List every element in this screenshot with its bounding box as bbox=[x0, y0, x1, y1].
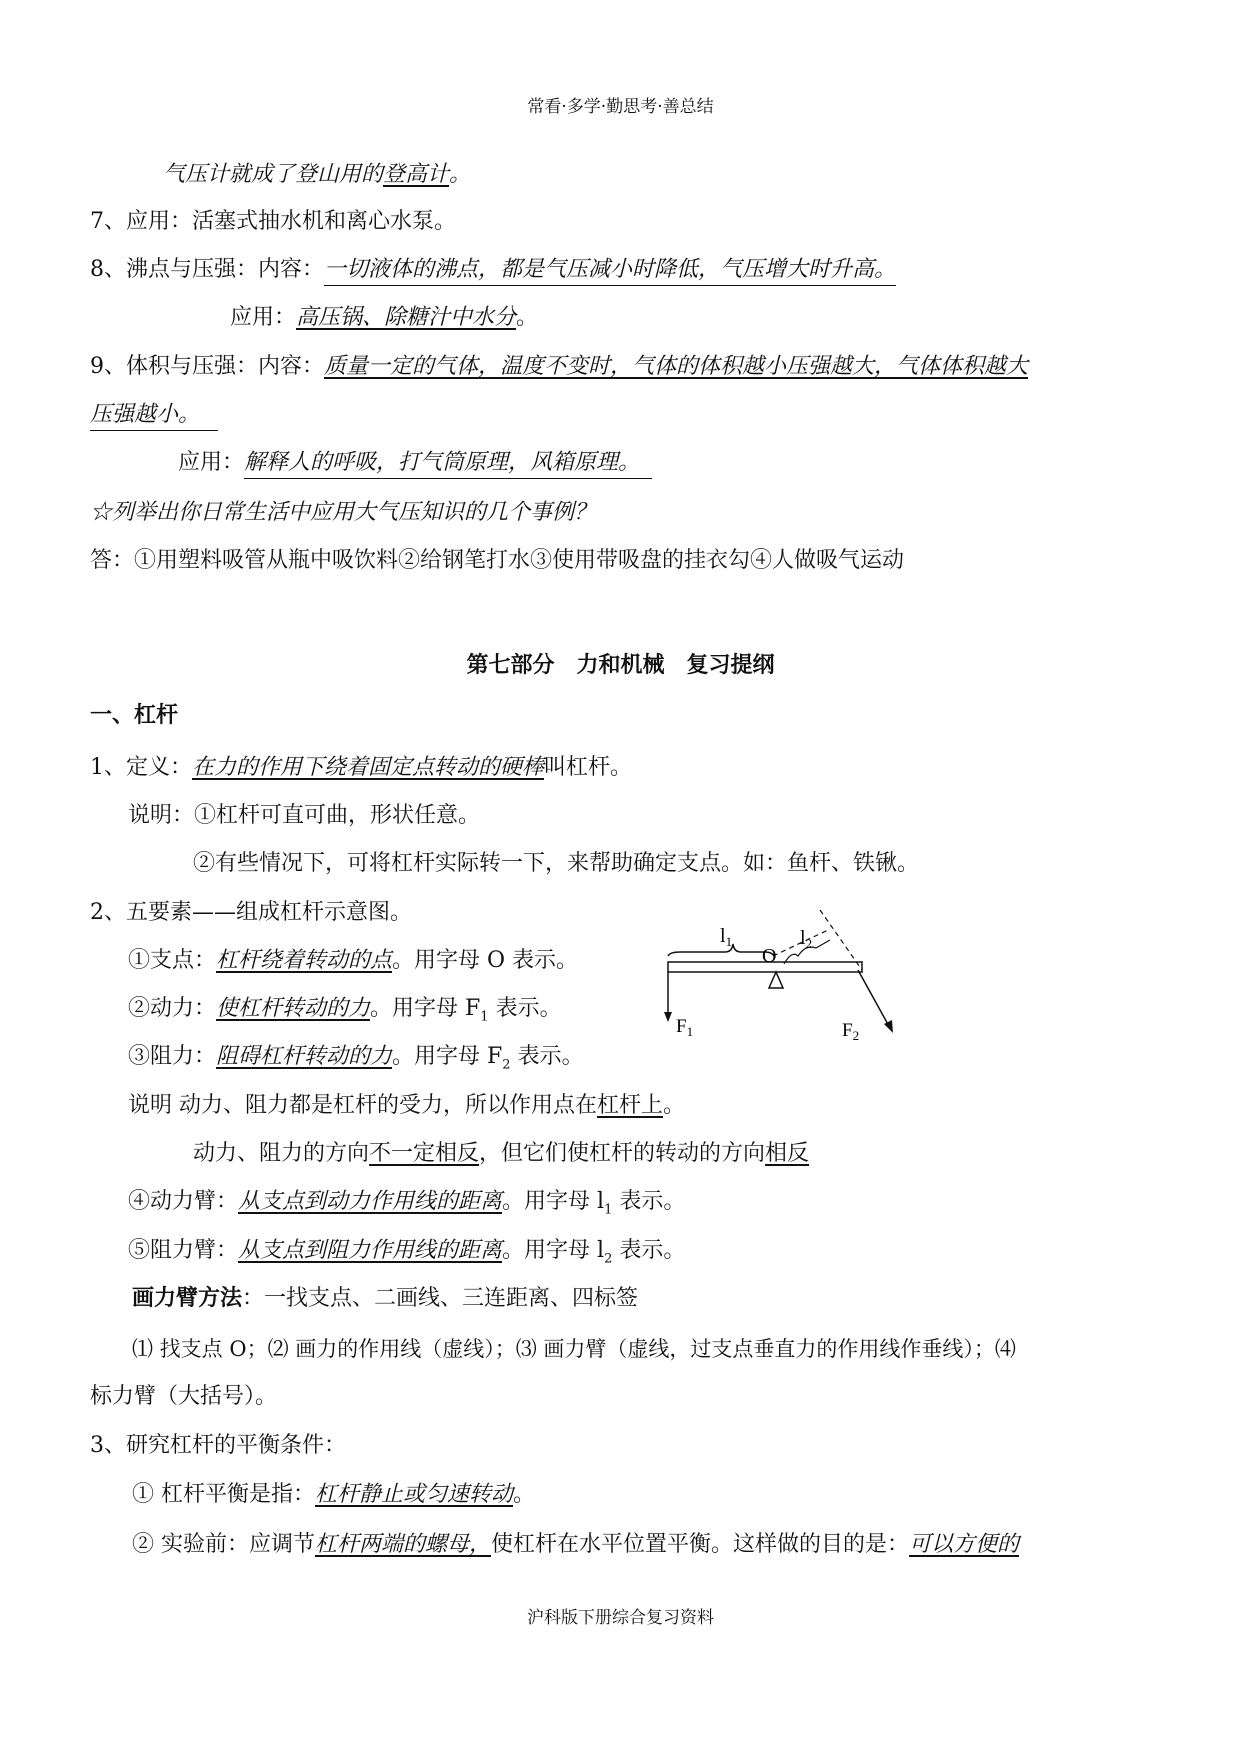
underlined-text: 解释人的呼吸，打气筒原理，风箱原理。 bbox=[244, 448, 652, 479]
arrowhead-f2 bbox=[884, 1020, 893, 1033]
text: 表示。 bbox=[488, 996, 562, 1021]
text-line bbox=[163, 160, 471, 190]
text: 。用字母 O 表示。 bbox=[392, 948, 579, 973]
label-f1: $F_1$ bbox=[676, 1016, 694, 1039]
text-line bbox=[132, 1530, 1019, 1560]
text: ⑤阻力臂： bbox=[128, 1238, 239, 1263]
text: ：一找支点、二画线、三连距离、四标签 bbox=[242, 1286, 639, 1311]
text: 气压计就成了登山用的 bbox=[163, 162, 384, 187]
text: 。 bbox=[449, 162, 472, 187]
underlined-text: 登高计 bbox=[383, 162, 450, 187]
text-line: 7、应用：活塞式抽水机和离心水泵。 bbox=[90, 209, 456, 234]
text-line bbox=[90, 753, 632, 783]
text: 应用： bbox=[178, 450, 245, 475]
page-header: 常看·多学·勤思考·善总结 bbox=[527, 97, 714, 117]
text-line bbox=[128, 1042, 584, 1080]
underlined-text: 可以方便的 bbox=[909, 1532, 1020, 1557]
text-line bbox=[230, 303, 538, 333]
underlined-text: 相反 bbox=[765, 1141, 810, 1166]
text-line: 答：①用塑料吸管从瓶中吸饮料②给钢笔打水③使用带吸盘的挂衣勾④人做吸气运动 bbox=[90, 548, 905, 573]
bold-text: 画力臂方法 bbox=[132, 1286, 243, 1311]
text-line bbox=[90, 400, 218, 431]
text-line: ②有些情况下，可将杠杆实际转一下，来帮助确定支点。如：鱼杆、铁锹。 bbox=[193, 851, 920, 876]
force-line-extension bbox=[820, 910, 862, 970]
part-title: 第七部分 力和机械 复习提纲 bbox=[466, 653, 775, 678]
label-l1: $l_1$ bbox=[720, 925, 733, 949]
underlined-text: 使杠杆转动的力 bbox=[216, 996, 371, 1021]
text: 使杠杆在水平位置平衡。这样做的目的是： bbox=[491, 1532, 910, 1557]
label-o: O bbox=[762, 945, 777, 967]
text-line bbox=[128, 1236, 685, 1274]
underlined-text: 杠杆上 bbox=[597, 1093, 664, 1118]
subscript: 2 bbox=[502, 1057, 511, 1073]
text: 1、定义： bbox=[90, 755, 192, 780]
subscript: 1 bbox=[480, 1009, 489, 1025]
underlined-text: 高压锅、除糖汁中水分 bbox=[296, 305, 517, 330]
text: ①支点： bbox=[128, 948, 217, 973]
lever-diagram bbox=[640, 900, 900, 1040]
underlined-text: 从支点到动力作用线的距离 bbox=[238, 1189, 503, 1214]
label-l2: $l_2$ bbox=[800, 927, 813, 951]
underlined-text: 在力的作用下绕着固定点转动的硬棒 bbox=[192, 755, 545, 780]
text: 叫杠杆。 bbox=[544, 755, 633, 780]
underlined-text: 不一定相反 bbox=[369, 1141, 480, 1166]
text: 。用字母 F bbox=[392, 1044, 503, 1069]
text-line bbox=[90, 352, 1028, 382]
text: 9、体积与压强：内容： bbox=[90, 354, 324, 379]
text-line bbox=[128, 1091, 685, 1121]
underlined-text: 一切液体的沸点，都是气压减小时降低，气压增大时升高。 bbox=[324, 255, 896, 286]
text: 说明 动力、阻力都是杠杆的受力，所以作用点在 bbox=[128, 1093, 597, 1118]
text-line: 2、五要素——组成杠杆示意图。 bbox=[90, 900, 412, 925]
text: 。用字母 l bbox=[502, 1238, 605, 1263]
text: 。用字母 l bbox=[502, 1189, 605, 1214]
text-line bbox=[178, 448, 652, 479]
section-heading: 一、杠杆 bbox=[90, 703, 179, 728]
text-line: 标力臂（大括号）。 bbox=[90, 1384, 278, 1409]
subscript: 1 bbox=[604, 1202, 613, 1218]
text-line bbox=[128, 994, 562, 1032]
text-line: 3、研究杠杆的平衡条件： bbox=[90, 1433, 346, 1458]
text: ④动力臂： bbox=[128, 1189, 239, 1214]
text: ② 实验前：应调节 bbox=[132, 1532, 315, 1557]
subscript: 2 bbox=[604, 1251, 613, 1267]
underlined-text: 阻碍杠杆转动的力 bbox=[216, 1044, 393, 1069]
underlined-text: 杠杆静止或匀速转动 bbox=[315, 1482, 514, 1507]
text: 应用： bbox=[230, 305, 297, 330]
text-line bbox=[132, 1480, 535, 1510]
text-line bbox=[128, 1187, 685, 1225]
text-line bbox=[128, 946, 578, 976]
text: ① 杠杆平衡是指： bbox=[132, 1482, 315, 1507]
text: ③阻力： bbox=[128, 1044, 217, 1069]
text: 。用字母 F bbox=[370, 996, 481, 1021]
underlined-text: 杠杆绕着转动的点 bbox=[216, 948, 393, 973]
text: 表示。 bbox=[612, 1238, 686, 1263]
arrowhead-f1 bbox=[664, 1012, 672, 1022]
fulcrum-triangle bbox=[769, 972, 783, 988]
text: 。 bbox=[663, 1093, 686, 1118]
text-line bbox=[193, 1139, 809, 1169]
text-line bbox=[90, 255, 896, 286]
text: ②动力： bbox=[128, 996, 217, 1021]
page-footer: 沪科版下册综合复习资料 bbox=[527, 1608, 714, 1628]
label-f2: $F_2$ bbox=[842, 1020, 860, 1040]
text: 8、沸点与压强：内容： bbox=[90, 257, 324, 282]
underlined-text: 从支点到阻力作用线的距离 bbox=[238, 1238, 503, 1263]
text: 表示。 bbox=[612, 1189, 686, 1214]
force-f2-arrow bbox=[858, 970, 890, 1028]
text: ，但它们使杠杆的转动的方向 bbox=[479, 1141, 766, 1166]
underlined-text: 压强越小。 bbox=[90, 400, 218, 431]
text: 动力、阻力的方向 bbox=[193, 1141, 370, 1166]
text-line bbox=[132, 1284, 638, 1314]
text-line: 说明：①杠杆可直可曲，形状任意。 bbox=[128, 803, 481, 828]
text: 。 bbox=[516, 305, 539, 330]
text-line: ☆列举出你日常生活中应用大气压知识的几个事例？ bbox=[90, 500, 597, 525]
underlined-text: 杠杆两端的螺母， bbox=[315, 1532, 492, 1557]
underlined-text: 质量一定的气体，温度不变时，气体的体积越小压强越大，气体体积越大 bbox=[324, 354, 1029, 379]
text: 表示。 bbox=[510, 1044, 584, 1069]
text: 。 bbox=[513, 1482, 536, 1507]
text-line: ⑴ 找支点 O；⑵ 画力的作用线（虚线）；⑶ 画力臂（虚线，过支点垂直力的作用线作垂线）；⑷ bbox=[132, 1337, 1016, 1361]
